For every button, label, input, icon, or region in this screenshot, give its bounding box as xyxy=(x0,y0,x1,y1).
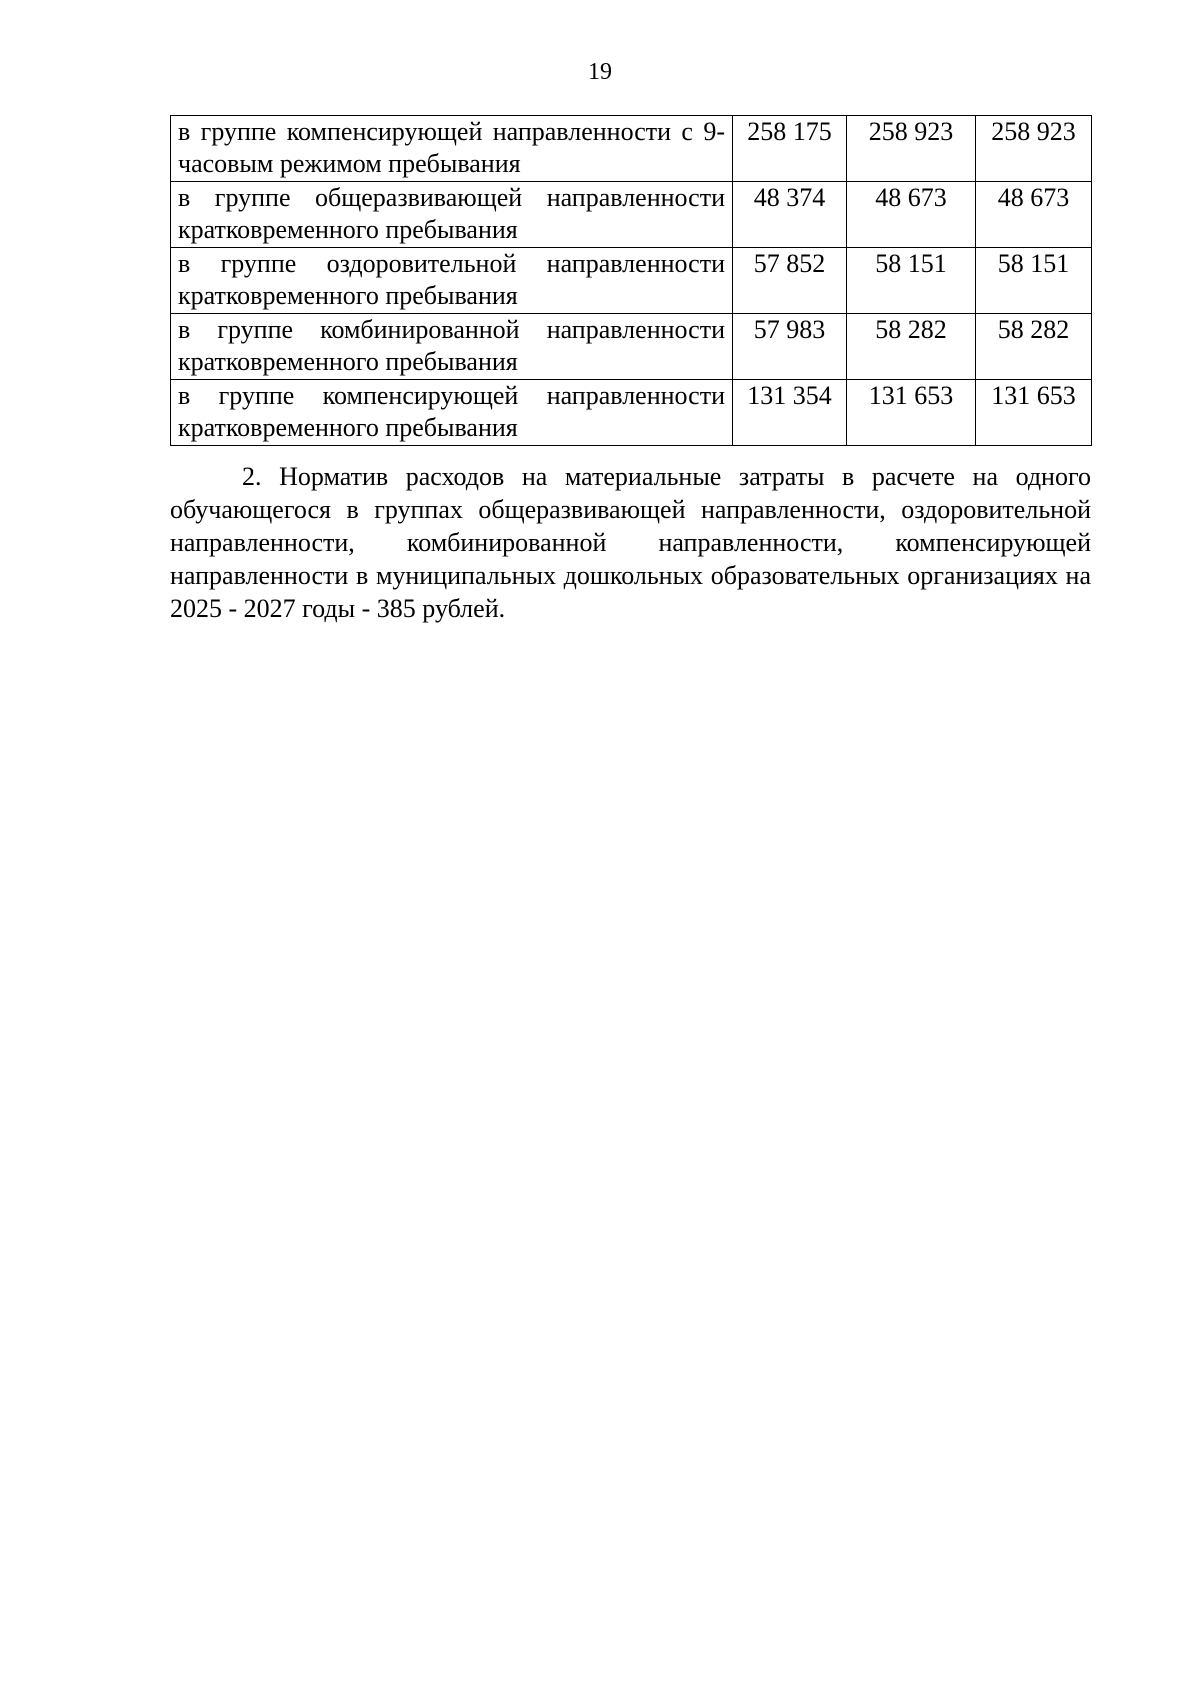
value-cell: 48 673 xyxy=(976,182,1092,248)
value-cell: 258 175 xyxy=(733,116,847,182)
value-cell: 58 282 xyxy=(976,314,1092,380)
table-row xyxy=(171,248,1092,314)
table-row xyxy=(171,116,1092,182)
row-label: в группе компенсирующей направленности кратковременного пребывания xyxy=(171,380,733,446)
row-label: в группе комбинированной направленности кратковременного пребывания xyxy=(171,314,733,380)
value-cell: 131 354 xyxy=(733,380,847,446)
page-number: 19 xyxy=(588,59,612,85)
table-row xyxy=(171,182,1092,248)
value-cell: 48 374 xyxy=(733,182,847,248)
value-cell: 131 653 xyxy=(847,380,976,446)
value-cell: 57 983 xyxy=(733,314,847,380)
value-cell: 131 653 xyxy=(976,380,1092,446)
value-cell: 258 923 xyxy=(847,116,976,182)
table-row xyxy=(171,380,1092,446)
value-cell: 58 282 xyxy=(847,314,976,380)
value-cell: 258 923 xyxy=(976,116,1092,182)
material-costs-paragraph: 2. Норматив расходов на материальные затраты в расчете на одного обучающегося в группах общеразвивающей направленности, оздоровительной направленности, комбинированной направленности, компенсирующей направленности в муниципальных дошкольных образовательных организациях на 2025 - 2027 годы - 385 рублей. xyxy=(170,462,1091,623)
norms-table xyxy=(170,115,1092,446)
value-cell: 58 151 xyxy=(847,248,976,314)
table-row xyxy=(171,314,1092,380)
value-cell: 58 151 xyxy=(976,248,1092,314)
value-cell: 48 673 xyxy=(847,182,976,248)
value-cell: 57 852 xyxy=(733,248,847,314)
row-label: в группе оздоровительной направленности кратковременного пребывания xyxy=(171,248,733,314)
row-label: в группе компенсирующей направленности с 9-часовым режимом пребывания xyxy=(171,116,733,182)
row-label: в группе общеразвивающей направленности кратковременного пребывания xyxy=(171,182,733,248)
